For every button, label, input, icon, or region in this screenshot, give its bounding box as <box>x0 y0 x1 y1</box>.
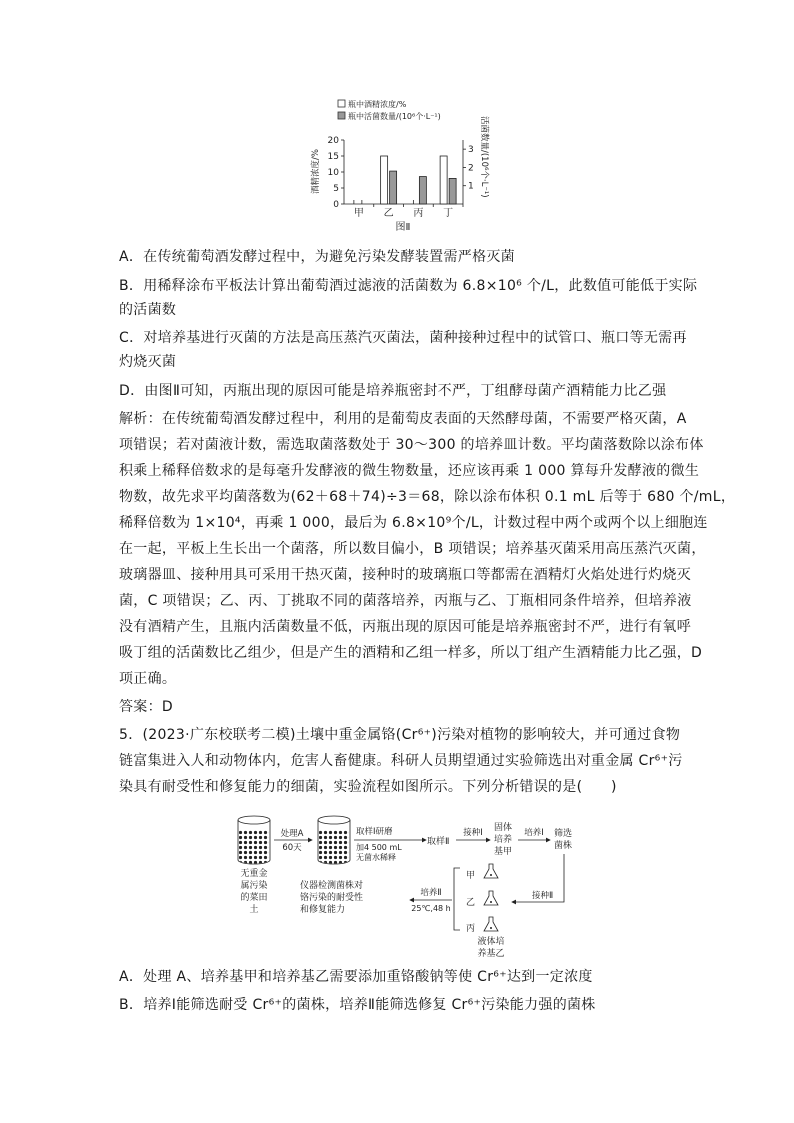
answer-text: 答案：D <box>119 699 173 715</box>
option-b-text-1: B．用稀释涂布平板法计算出葡萄酒过滤液的活菌数为 6.8×10⁶ 个/L，此数值可能低于实际 <box>119 278 698 294</box>
select-label-1: 筛选 <box>554 829 573 839</box>
flask-icon-jia <box>484 864 498 878</box>
culture-1-label: 培养Ⅰ <box>524 828 544 838</box>
detect-label-2: 铬污染的耐受性 <box>300 893 364 903</box>
soil-beaker-2 <box>318 816 350 864</box>
analysis-line-7: 玻璃器皿、接种用具可采用干热灭菌，接种时的玻璃瓶口等都需在酒精灯火焰处进行灼烧灭 <box>119 567 691 583</box>
flask-icon-bing <box>484 917 498 931</box>
culture-2-label: 培养Ⅱ <box>420 888 442 898</box>
culture-2-condition: 25℃,48 h <box>411 904 451 913</box>
svg-text:的菜田: 的菜田 <box>240 893 268 903</box>
flask-icon-yi <box>484 891 498 905</box>
option-a-text: A．在传统葡萄酒发酵过程中，为避免污染发酵装置需严格灭菌 <box>119 249 515 265</box>
inoculate-2-label: 接种Ⅱ <box>532 891 554 901</box>
step-a-time: 60天 <box>282 843 302 853</box>
x-category-label: 丁 <box>443 208 454 219</box>
dilute-label-1: 加4 500 mL <box>356 843 402 852</box>
y-ticks-left <box>328 136 344 210</box>
select-label-2: 菌株 <box>554 841 573 851</box>
analysis-line-8: 菌，C 项错误；乙、丙、丁挑取不同的菌落培养，丙瓶与乙、丁瓶相同条件培养，但培养液 <box>119 593 692 609</box>
x-categories <box>354 204 463 219</box>
legend-swatch-bacteria <box>338 112 345 119</box>
analysis-line-1: 解析：在传统葡萄酒发酵过程中，利用的是葡萄皮表面的天然酵母菌，不需要严格灭菌，A <box>119 411 687 427</box>
question5-line-1: 5．(2023·广东校联考二模)土壤中重金属铬(Cr⁶⁺)污染对植物的影响较大，并可通过食物 <box>119 727 681 743</box>
bar-bacteria-3 <box>449 178 456 204</box>
question5-option-b: B．培养Ⅰ能筛选耐受 Cr⁶⁺的菌株，培养Ⅱ能筛选修复 Cr⁶⁺污染能力强的菌株 <box>119 997 596 1013</box>
flask-bracket <box>454 868 460 930</box>
dilute-label-2: 无菌水稀释 <box>356 853 396 862</box>
question5-line-3: 染具有耐受性和修复能力的细菌，实验流程如图所示。下列分析错误的是( ) <box>119 779 617 795</box>
sample-2-label: 取样Ⅱ <box>427 837 450 847</box>
y-tick-right-label: 3 <box>468 145 474 156</box>
y-ticks-right <box>463 145 474 192</box>
inoculate-1-label: 接种Ⅰ <box>463 828 483 838</box>
medium-b-2: 养基乙 <box>477 949 505 959</box>
bar-bacteria-1 <box>390 171 397 204</box>
y-tick-left-label: 15 <box>327 152 339 162</box>
figure-2-chart <box>300 96 500 236</box>
bars <box>354 156 456 204</box>
option-c-text-1: C．对培养基进行灭菌的方法是高压蒸汽灭菌法，菌种接种过程中的试管口、瓶口等无需再 <box>119 330 687 346</box>
flask-label-bing: 丙 <box>466 924 476 934</box>
option-b-text-2: 的活菌数 <box>119 302 177 318</box>
flask-label-yi: 乙 <box>466 898 476 908</box>
soil-beaker-1 <box>238 816 270 864</box>
medium-b-1: 液体培 <box>477 937 505 947</box>
step-a-label: 处理A <box>280 829 304 839</box>
svg-text:无重金: 无重金 <box>240 869 268 879</box>
medium-a-1: 固体 <box>494 823 513 833</box>
analysis-line-5: 稀释倍数为 1×10⁴，再乘 1 000，最后为 6.8×10⁹个/L，计数过程中两个或两个以上细胞连 <box>119 515 708 531</box>
analysis-line-9: 没有酒精产生，且瓶内活菌数量不低，丙瓶出现的原因可能是培养瓶密封不严，进行有氧呼 <box>119 619 691 635</box>
y-tick-left-label: 5 <box>333 184 339 194</box>
legend-bacteria: 瓶中活菌数量/(10⁶个·L⁻¹) <box>348 112 441 121</box>
experiment-flowchart <box>228 810 588 960</box>
analysis-line-2: 项错误；若对菌液计数，需选取菌落数处于 30～300 的培养皿计数。平均菌落数除以涂布体 <box>119 437 704 453</box>
bar-bacteria-2 <box>419 177 426 204</box>
bar-alcohol-3 <box>440 156 447 204</box>
y-axis-right-label: 活菌数量/(10⁶个·L⁻¹) <box>479 116 489 198</box>
x-category-label: 乙 <box>383 208 394 219</box>
analysis-line-11: 项正确。 <box>119 671 177 687</box>
x-category-label: 丙 <box>413 208 424 219</box>
svg-text:土: 土 <box>249 905 259 915</box>
medium-a-2: 培养 <box>494 835 513 845</box>
y-tick-right-label: 2 <box>468 163 474 174</box>
bar-alcohol-1 <box>381 156 388 204</box>
svg-text:属污染: 属污染 <box>240 881 268 891</box>
y-tick-right-label: 1 <box>468 181 474 192</box>
option-c-text-2: 灼烧灭菌 <box>119 354 177 370</box>
detect-label-1: 仪器检测菌株对 <box>300 881 364 891</box>
soil-label <box>240 867 267 915</box>
figure-caption: 图Ⅱ <box>395 222 411 233</box>
flask-label-jia: 甲 <box>466 871 476 881</box>
question5-line-2: 链富集进入人和动物体内，危害人畜健康。科研人员期望通过实验筛选出对重金属 Cr⁶⁺污 <box>119 753 683 769</box>
y-tick-left-label: 20 <box>327 136 339 146</box>
y-axis-left-label: 酒精浓度/% <box>311 149 321 194</box>
x-category-label: 甲 <box>353 208 364 219</box>
analysis-line-4: 物数，故先求平均菌落数为(62＋68＋74)÷3＝68，除以涂布体积 0.1 mL 后等于 680 个/mL， <box>119 489 736 505</box>
chart-legend <box>338 99 441 121</box>
legend-swatch-alcohol <box>338 100 345 107</box>
option-d-text: D．由图Ⅱ可知，丙瓶出现的原因可能是培养瓶密封不严，丁组酵母菌产酒精能力比乙强 <box>119 383 667 399</box>
analysis-line-3: 积乘上稀释倍数求的是每毫升发酵液的微生物数量，还应该再乘 1 000 算每升发酵液的微生 <box>119 463 700 479</box>
y-tick-left-label: 10 <box>327 168 339 178</box>
legend-alcohol: 瓶中酒精浓度/% <box>348 100 407 109</box>
sample-1-label: 取样Ⅰ研磨 <box>356 827 393 837</box>
analysis-line-10: 吸丁组的活菌数比乙组少，但是产生的酒精和乙组一样多，所以丁组产生酒精能力比乙强，D <box>119 645 703 661</box>
medium-a-3: 基甲 <box>494 847 513 857</box>
detect-label-3: 和修复能力 <box>300 905 346 915</box>
analysis-line-6: 在一起，平板上生长出一个菌落，所以数目偏小，B 项错误；培养基灭菌采用高压蒸汽灭菌， <box>119 541 706 557</box>
question5-option-a: A．处理 A、培养基甲和培养基乙需要添加重铬酸钠等使 Cr⁶⁺达到一定浓度 <box>119 969 593 985</box>
y-tick-left-label: 0 <box>333 200 339 210</box>
